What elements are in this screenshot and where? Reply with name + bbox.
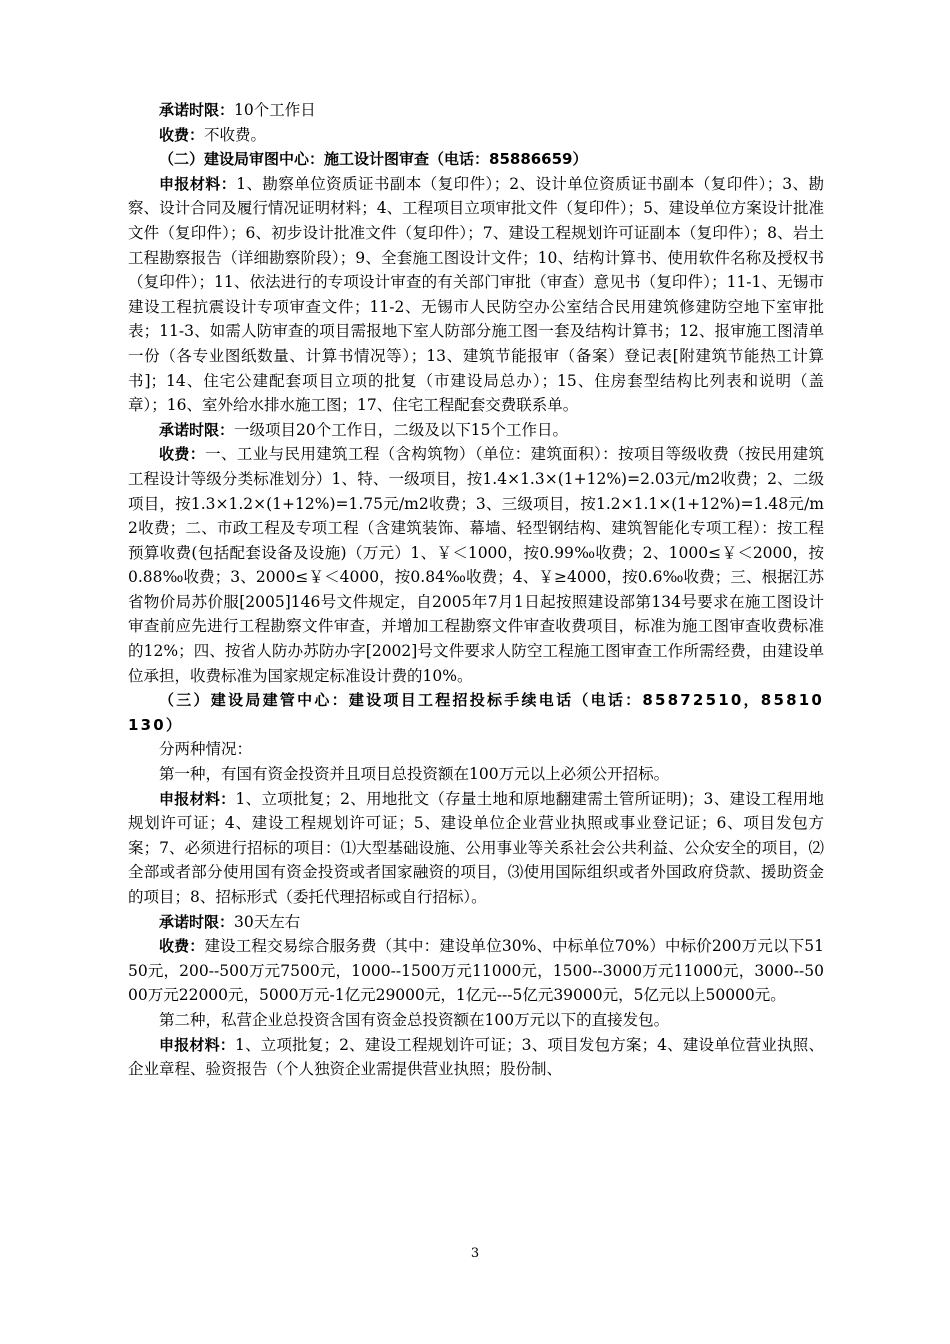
s3-heading-text: （三）建设局建管中心：建设项目工程招投标手续电话（电话：85872510，85810130）: [128, 691, 824, 734]
s1-deadline-label: 承诺时限：: [159, 101, 235, 119]
s3-fee-label: 收费：: [159, 937, 205, 956]
s3-materials-label: 申报材料：: [159, 789, 236, 808]
s1-fee-value: 不收费。: [204, 125, 267, 144]
document-page: [128, 98, 824, 1082]
s3-materials-text: 1、立项批复；2、用地批文（存量土地和原地翻建需土管所证明)；3、建设工程用地规划许可证；4、建设工程规划许可证；5、建设单位企业营业执照或事业登记证；6、项目发包方案；7、必须进行招标的项目：⑴大型基础设施、公用事业等关系社会公共利益、公众安全的项目，⑵全部或者部分使用国有资金投资或者国家融资的项目，⑶使用国际组织或者外国政府贷款、援助资金的项目；8、招标形式（委托代理招标或自行招标）。: [128, 789, 824, 906]
s3-heading: [128, 688, 824, 737]
s3-intro: 分两种情况：: [159, 740, 253, 759]
s3-case1: 第一种，有国有资金投资并且项目总投资额在100万元以上必须公开招标。: [159, 765, 670, 784]
s3-materials2-text: 1、立项批复；2、建设工程规划许可证；3、项目发包方案；4、建设单位营业执照、企业章程、验资报告（个人独资企业需提供营业执照；股份制、: [128, 1035, 824, 1079]
s2-materials: [128, 172, 824, 418]
s3-deadline: [128, 910, 824, 935]
s2-deadline-value: 一级项目20个工作日，二级及以下15个工作日。: [234, 420, 568, 439]
s3-materials2: [128, 1033, 824, 1082]
s2-heading-text: （二）建设局审图中心：施工设计图审查（电话：85886659）: [159, 150, 588, 169]
s1-deadline-value: 10个工作日: [234, 101, 316, 119]
s3-fee-text: 建设工程交易综合服务费（其中：建设单位30%、中标单位70%）中标价200万元以下5150元，200--500万元7500元，1000--1500万元11000元，1500--3000万元11000元，3000--5000万元22000元，5000万元-1亿元29000元，1亿元---5亿元39000元，5亿元以上50000元。: [128, 937, 824, 1005]
s2-fee-label: 收费：: [159, 445, 206, 464]
page-number: 3: [470, 1246, 480, 1261]
s3-case2: 第二种，私营企业总投资含国有资金总投资额在100万元以下的直接发包。: [159, 1010, 670, 1029]
s2-materials-text: 1、勘察单位资质证书副本（复印件）；2、设计单位资质证书副本（复印件）；3、勘察、设计合同及履行情况证明材料；4、工程项目立项审批文件（复印件）；5、建设单位方案设计批准文件（复印件）；6、初步设计批准文件（复印件）；7、建设工程规划许可证副本（复印件）；8、岩土工程勘察报告（详细勘察阶段）；9、全套施工图设计文件；10、结构计算书、使用软件名称及授权书（复印件）；11、依法进行的专项设计审查的有关部门审批（审查）意见书（复印件）；11-1、无锡市建设工程抗震设计专项审查文件；11-2、无锡市人民防空办公室结合民用建筑修建防空地下室审批表；11-3、如需人防审查的项目需报地下室人防部分施工图一套及结构计算书；12、报审施工图清单一份（各专业图纸数量、计算书情况等）；13、建筑节能报审（备案）登记表[附建筑节能热工计算书]；14、住宅公建配套项目立项的批复（市建设局总办）；15、住房套型结构比列表和说明（盖章）；16、室外给水排水施工图；17、住宅工程配套交费联系单。: [128, 174, 824, 415]
s3-materials: [128, 787, 824, 910]
s1-fee: [128, 123, 824, 148]
s3-fee: [128, 934, 824, 1008]
s2-deadline: [128, 418, 824, 443]
s2-deadline-label: 承诺时限：: [159, 420, 235, 439]
s3-deadline-value: 30天左右: [234, 912, 301, 931]
s1-fee-label: 收费：: [159, 125, 205, 144]
s1-deadline: [128, 98, 824, 123]
s2-materials-label: 申报材料：: [159, 174, 237, 193]
s2-heading: [128, 147, 824, 172]
s2-fee-text: 一、工业与民用建筑工程（含构筑物）（单位：建筑面积）：按项目等级收费（按民用建筑工程设计等级分类标准划分）1、特、一级项目，按1.4×1.3×(1+12%)=2.03元/m2收费；2、二级项目，按1.3×1.2×(1+12%)=1.75元/m2收费；3、三级项目，按1.2×1.1×(1+12%)=1.48元/m2收费；二、市政工程及专项工程（含建筑装饰、幕墙、轻型钢结构、建筑智能化专项工程）：按工程预算收费(包括配套设备及设施)（万元）1、￥＜1000，按0.99‰收费；2、1000≤￥＜2000，按0.88‰收费；3、2000≤￥＜4000，按0.84‰收费；4、￥≥4000，按0.6‰收费；三、根据江苏省物价局苏价服[2005]146号文件规定，自2005年7月1日起按照建设部第134号要求在施工图设计审查前应先进行工程勘察文件审查，并增加工程勘察文件审查收费项目，标准为施工图审查收费标准的12%；四、按省人防办苏防办字[2002]号文件要求人防空工程施工图审查工作所需经费，由建设单位承担，收费标准为国家规定标准设计费的10%。: [128, 445, 824, 685]
s3-materials2-label: 申报材料：: [159, 1035, 236, 1054]
s2-fee: [128, 442, 824, 688]
s3-deadline-label: 承诺时限：: [159, 912, 235, 931]
